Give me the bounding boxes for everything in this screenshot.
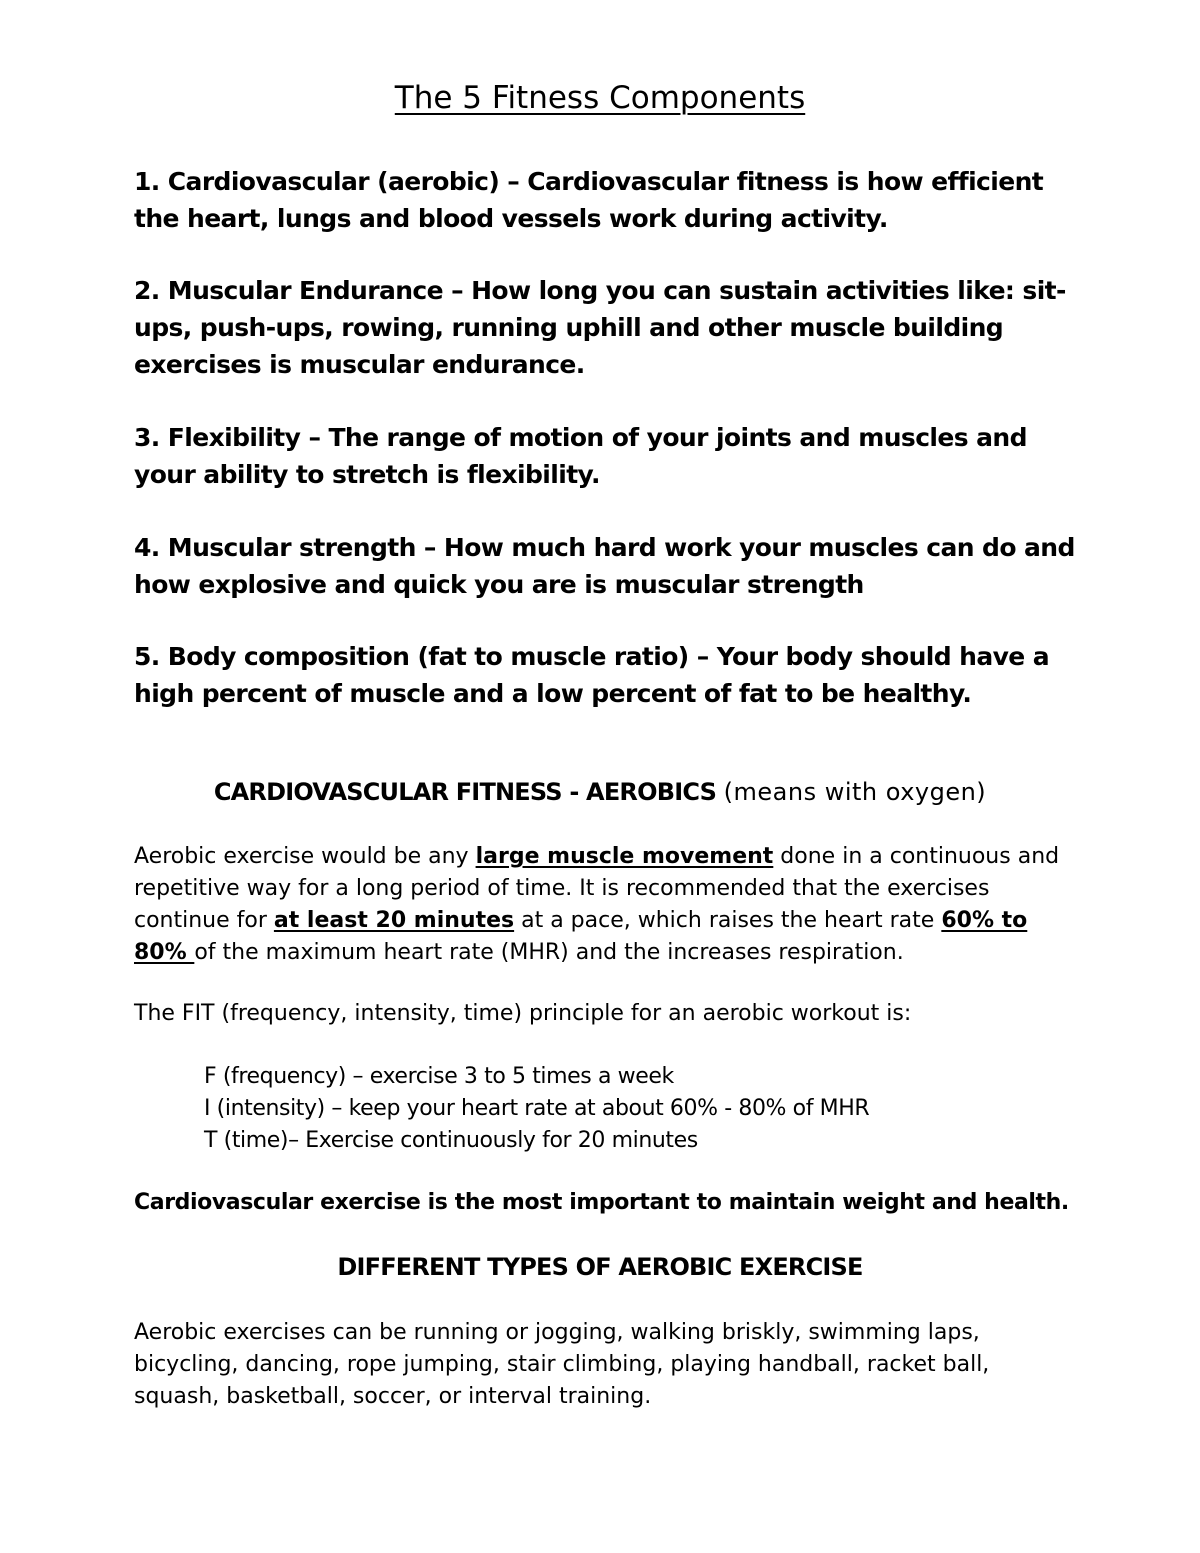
component-muscular-strength: 4. Muscular strength – How much hard work your muscles can do and how explosive and quick you are is muscular strength — [134, 533, 1075, 599]
fit-time: T (time)– Exercise continuously for 20 minutes — [204, 1128, 698, 1153]
component-muscular-endurance: 2. Muscular Endurance – How long you can sustain activities like: sit-ups, push-ups, rowing, running uphill and other muscle building exercises is muscular endurance. — [134, 276, 1066, 379]
cardio-heading-text: CARDIOVASCULAR FITNESS - AEROBICS — [213, 778, 717, 806]
aerobic-description — [134, 841, 1064, 969]
types-heading: DIFFERENT TYPES OF AEROBIC EXERCISE — [337, 1253, 863, 1281]
aerobic-text-c: at a pace, which raises the heart rate — [514, 908, 942, 933]
cardio-heading-paren: (means with oxygen) — [723, 778, 987, 806]
cardio-heading — [0, 778, 1200, 806]
aerobic-text-d: of the maximum heart rate (MHR) and the increases respiration. — [194, 940, 904, 965]
cardio-conclusion: Cardiovascular exercise is the most important to maintain weight and health. — [134, 1190, 1069, 1215]
emphasis-large-muscle-movement: large muscle movement — [475, 844, 774, 869]
page-title: The 5 Fitness Components — [394, 80, 806, 116]
aerobic-text-a: Aerobic exercise would be any — [134, 844, 476, 869]
fit-frequency: F (frequency) – exercise 3 to 5 times a week — [204, 1064, 674, 1089]
aerobic-text-b: done in a continuous and repetitive way for a long period of time. It is recommended that the exercises continue for — [134, 844, 1060, 933]
component-body-composition: 5. Body composition (fat to muscle ratio) – Your body should have a high percent of muscle and a low percent of fat to be healthy. — [134, 642, 1050, 708]
emphasis-heart-rate-range: 60% to 80% — [134, 908, 1028, 965]
component-cardiovascular: 1. Cardiovascular (aerobic) – Cardiovascular fitness is how efficient the heart, lungs and blood vessels work during activity. — [134, 167, 1044, 233]
fit-intensity: I (intensity) – keep your heart rate at about 60% - 80% of MHR — [204, 1096, 870, 1121]
fit-intro: The FIT (frequency, intensity, time) principle for an aerobic workout is: — [134, 1001, 912, 1026]
emphasis-20-minutes: at least 20 minutes — [273, 908, 515, 933]
types-description: Aerobic exercises can be running or jogging, walking briskly, swimming laps, bicycling, dancing, rope jumping, stair climbing, playing handball, racket ball, squash, basketball, soccer, or interval training. — [134, 1320, 990, 1409]
component-flexibility: 3. Flexibility – The range of motion of your joints and muscles and your ability to stretch is flexibility. — [134, 423, 1027, 489]
